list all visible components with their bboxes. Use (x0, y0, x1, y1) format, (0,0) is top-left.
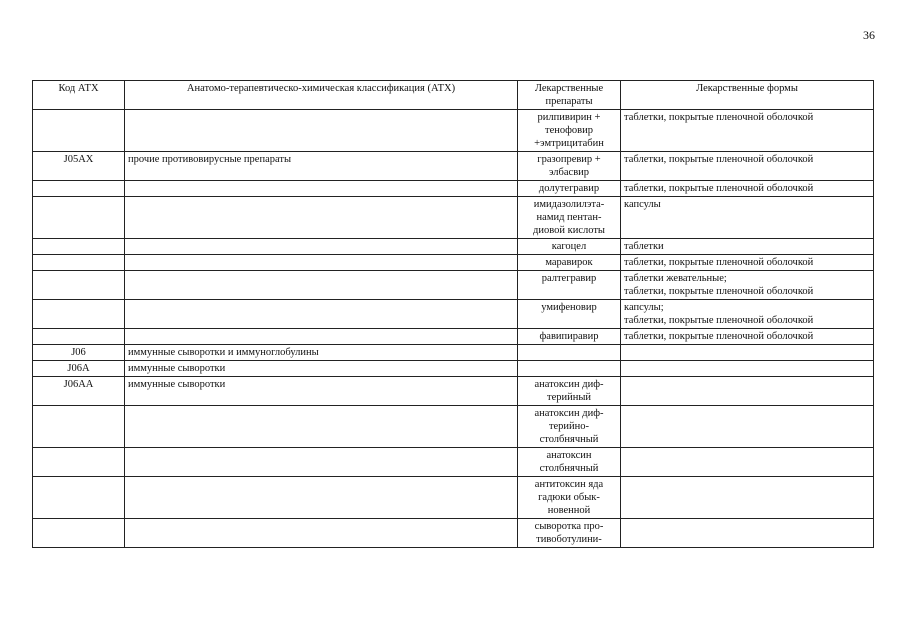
cell-code (33, 255, 125, 271)
table-row (33, 329, 874, 345)
cell-classification (125, 181, 518, 197)
cell-classification (125, 477, 518, 519)
header-forms: Лекарственные формы (621, 81, 874, 110)
cell-classification (125, 271, 518, 300)
cell-drug: имидазолилэта- намид пентан- диовой кислоты (518, 197, 621, 239)
cell-classification (125, 197, 518, 239)
cell-classification: прочие противовирусные препараты (125, 152, 518, 181)
cell-code (33, 110, 125, 152)
cell-form: таблетки, покрытые пленочной оболочкой (621, 181, 874, 197)
cell-drug: маравирок (518, 255, 621, 271)
cell-form: таблетки, покрытые пленочной оболочкой (621, 110, 874, 152)
cell-drug: рилпивирин + тенофовир +эмтрицитабин (518, 110, 621, 152)
cell-code (33, 239, 125, 255)
cell-form (621, 361, 874, 377)
cell-classification (125, 239, 518, 255)
cell-code (33, 477, 125, 519)
table-row (33, 239, 874, 255)
cell-drug: ралтегравир (518, 271, 621, 300)
cell-drug: фавипиравир (518, 329, 621, 345)
cell-classification (125, 329, 518, 345)
table-row (33, 345, 874, 361)
cell-code: J06 (33, 345, 125, 361)
cell-code: J06A (33, 361, 125, 377)
table-row (33, 519, 874, 548)
cell-classification (125, 110, 518, 152)
table-row (33, 377, 874, 406)
cell-code (33, 406, 125, 448)
table-row (33, 271, 874, 300)
cell-form (621, 377, 874, 406)
cell-classification (125, 300, 518, 329)
atx-drug-table (32, 80, 874, 548)
header-classification: Анатомо-терапевтическо-химическая классификация (АТХ) (125, 81, 518, 110)
cell-code: J05AX (33, 152, 125, 181)
cell-code (33, 271, 125, 300)
cell-drug: кагоцел (518, 239, 621, 255)
cell-form (621, 448, 874, 477)
cell-classification: иммунные сыворотки и иммуноглобулины (125, 345, 518, 361)
table-header-row (33, 81, 874, 110)
cell-drug: сыворотка про- тивоботулини- (518, 519, 621, 548)
table-row (33, 197, 874, 239)
header-drugs: Лекарственные препараты (518, 81, 621, 110)
cell-form (621, 519, 874, 548)
cell-form: таблетки, покрытые пленочной оболочкой (621, 152, 874, 181)
table-row (33, 448, 874, 477)
table-row (33, 361, 874, 377)
cell-form: таблетки (621, 239, 874, 255)
cell-code (33, 329, 125, 345)
cell-classification (125, 406, 518, 448)
cell-drug: антитоксин яда гадюки обык- новенной (518, 477, 621, 519)
cell-drug: умифеновир (518, 300, 621, 329)
cell-drug: анатоксин столбнячный (518, 448, 621, 477)
cell-code: J06AA (33, 377, 125, 406)
cell-drug: гразопревир + элбасвир (518, 152, 621, 181)
cell-code (33, 300, 125, 329)
cell-classification (125, 255, 518, 271)
header-code: Код АТХ (33, 81, 125, 110)
table-row (33, 152, 874, 181)
cell-form: таблетки, покрытые пленочной оболочкой (621, 255, 874, 271)
cell-form (621, 345, 874, 361)
cell-code (33, 448, 125, 477)
table-row (33, 300, 874, 329)
table-row (33, 110, 874, 152)
table-row (33, 181, 874, 197)
cell-code (33, 181, 125, 197)
cell-code (33, 519, 125, 548)
cell-form: таблетки, покрытые пленочной оболочкой (621, 329, 874, 345)
cell-drug: анатоксин диф- терийный (518, 377, 621, 406)
table-row (33, 255, 874, 271)
cell-form: капсулы (621, 197, 874, 239)
cell-classification (125, 448, 518, 477)
cell-drug: анатоксин диф- терийно- столбнячный (518, 406, 621, 448)
table-row (33, 406, 874, 448)
cell-code (33, 197, 125, 239)
cell-drug: долутегравир (518, 181, 621, 197)
cell-classification: иммунные сыворотки (125, 361, 518, 377)
cell-drug (518, 361, 621, 377)
cell-form (621, 477, 874, 519)
cell-form: таблетки жевательные; таблетки, покрытые пленочной оболочкой (621, 271, 874, 300)
cell-classification (125, 519, 518, 548)
page-number: 36 (863, 28, 875, 42)
cell-form: капсулы; таблетки, покрытые пленочной оболочкой (621, 300, 874, 329)
table-row (33, 477, 874, 519)
cell-form (621, 406, 874, 448)
table-body (33, 110, 874, 548)
cell-classification: иммунные сыворотки (125, 377, 518, 406)
cell-drug (518, 345, 621, 361)
